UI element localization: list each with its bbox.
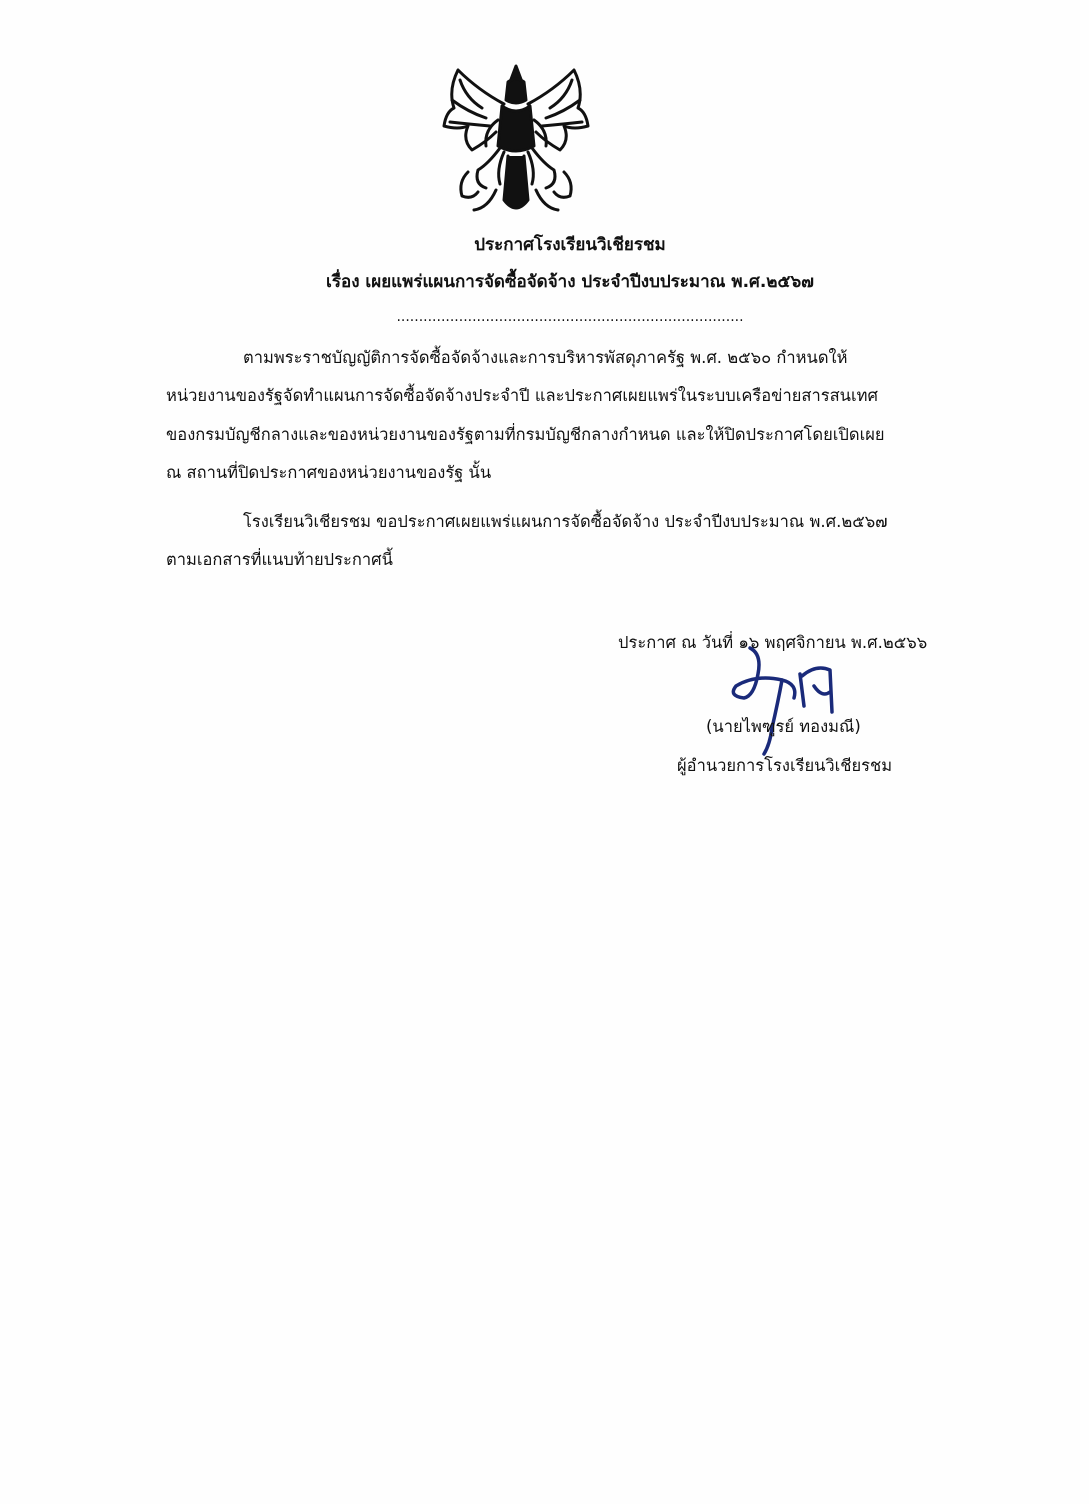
announcement-date: ประกาศ ณ วันที่ ๑๖ พฤศจิกายน พ.ศ.๒๕๖๖ xyxy=(618,633,928,652)
paragraph-2-line-1: โรงเรียนวิเชียรชม ขอประกาศเผยแพร่แผนการจัดซื้อจัดจ้าง ประจำปีงบประมาณ พ.ศ.๒๕๖๗ xyxy=(243,512,888,531)
paragraph-2-line-2: ตามเอกสารที่แนบท้ายประกาศนี้ xyxy=(166,550,393,569)
paragraph-1-line-2: หน่วยงานของรัฐจัดทำแผนการจัดซื้อจัดจ้างประจำปี และประกาศเผยแพร่ในระบบเครือข่ายสารสนเทศ xyxy=(166,386,878,405)
signer-name: (นายไพฑูรย์ ทองมณี) xyxy=(706,717,861,736)
separator-line: .............................................................................. xyxy=(396,309,744,325)
garuda-emblem-icon xyxy=(438,60,594,222)
document-title: ประกาศโรงเรียนวิเชียรชม xyxy=(474,235,666,255)
paragraph-1-line-1: ตามพระราชบัญญัติการจัดซื้อจัดจ้างและการบริหารพัสดุภาครัฐ พ.ศ. ๒๕๖๐ กำหนดให้ xyxy=(243,348,848,367)
document-subject: เรื่อง เผยแพร่แผนการจัดซื้อจัดจ้าง ประจำปีงบประมาณ พ.ศ.๒๕๖๗ xyxy=(326,272,814,292)
paragraph-1-line-3: ของกรมบัญชีกลางและของหน่วยงานของรัฐตามที่กรมบัญชีกลางกำหนด และให้ปิดประกาศโดยเปิดเผย xyxy=(166,425,885,444)
signature-icon xyxy=(722,640,862,760)
signer-position: ผู้อำนวยการโรงเรียนวิเชียรชม xyxy=(677,756,893,775)
paragraph-1-line-4: ณ สถานที่ปิดประกาศของหน่วยงานของรัฐ นั้น xyxy=(166,463,492,482)
